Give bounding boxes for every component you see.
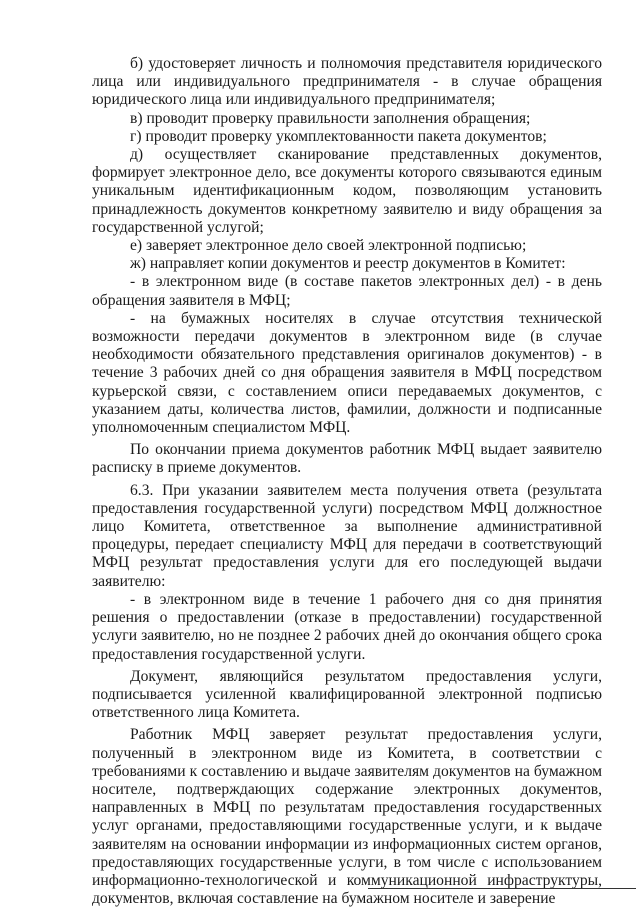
paragraph-d: д) осуществляет сканирование представленных документов, формирует электронное дело, все документы которого связываются единым уникальным идентификационным кодом, позволяющим установить принадлежность документов конкретному заявителю и виду обращения за государственной услугой;: [92, 146, 602, 236]
paragraph-mfc-certifies: Работник МФЦ заверяет результат предоставления услуги, полученный в электронном виде из Комитета, в соответствии с требованиями к составлению и выдаче заявителям документов на бумажном носителе, подтверждающих содержание электронных документов, направленных в МФЦ по результатам предоставления государственных услуг органами, предоставляющими государственные услуги, и к выдаче заявителям на основании информации из информационных систем органов, предоставляющих государственные услуги, в том числе с использованием информационно-технологической и коммуникационной инфраструктуры, документов, включая составление на бумажном носителе и заверение: [92, 726, 602, 908]
paragraph-zh: ж) направляет копии документов и реестр документов в Комитет:: [130, 255, 566, 273]
footer-divider: [368, 888, 636, 889]
paragraph-b: б) удостоверяет личность и полномочия представителя юридического лица или индивидуального предпринимателя - в случае обращения юридического лица или индивидуального предпринимателя;: [92, 55, 602, 109]
paragraph-signed-document: Документ, являющийся результатом предоставления услуги, подписывается усиленной квалифицированной электронной подписью ответственного лица Комитета.: [92, 667, 602, 722]
paragraph-e: е) заверяет электронное дело своей электронной подписью;: [130, 237, 527, 255]
paragraph-paper-form: - на бумажных носителях в случае отсутствия технической возможности передачи документов в электронном виде (в случае необходимости обязательного представления оригиналов документов) - в течение 3 рабочих дней со дня обращения заявителя в МФЦ посредством курьерской связи, с составлением описи передаваемых документов, с указанием даты, количества листов, фамилии, должности и подписанные уполномоченным специалистом МФЦ.: [92, 309, 602, 437]
paragraph-g: г) проводит проверку укомплектованности пакета документов;: [130, 127, 547, 145]
paragraph-receipt: По окончании приема документов работник МФЦ выдает заявителю расписку в приеме документов.: [92, 441, 602, 477]
paragraph-v: в) проводит проверку правильности заполнения обращения;: [130, 109, 531, 127]
paragraph-section-6-3: 6.3. При указании заявителем места получения ответа (результата предоставления государственной услуги) посредством МФЦ должностное лицо Комитета, ответственное за выполнение административной процедуры, передает специалисту МФЦ для передачи в соответствующий МФЦ результат предоставления услуги для его последующей выдачи заявителю:: [92, 481, 602, 590]
paragraph-electronic-term: - в электронном виде в течение 1 рабочего дня со дня принятия решения о предоставлении (отказе в предоставлении) государственной услуги заявителю, но не позднее 2 рабочих дней до окончания общего срока предоставления государственной услуги.: [92, 590, 602, 663]
paragraph-electronic-form: - в электронном виде (в составе пакетов электронных дел) - в день обращения заявителя в МФЦ;: [92, 273, 602, 309]
document-page: [92, 55, 602, 908]
